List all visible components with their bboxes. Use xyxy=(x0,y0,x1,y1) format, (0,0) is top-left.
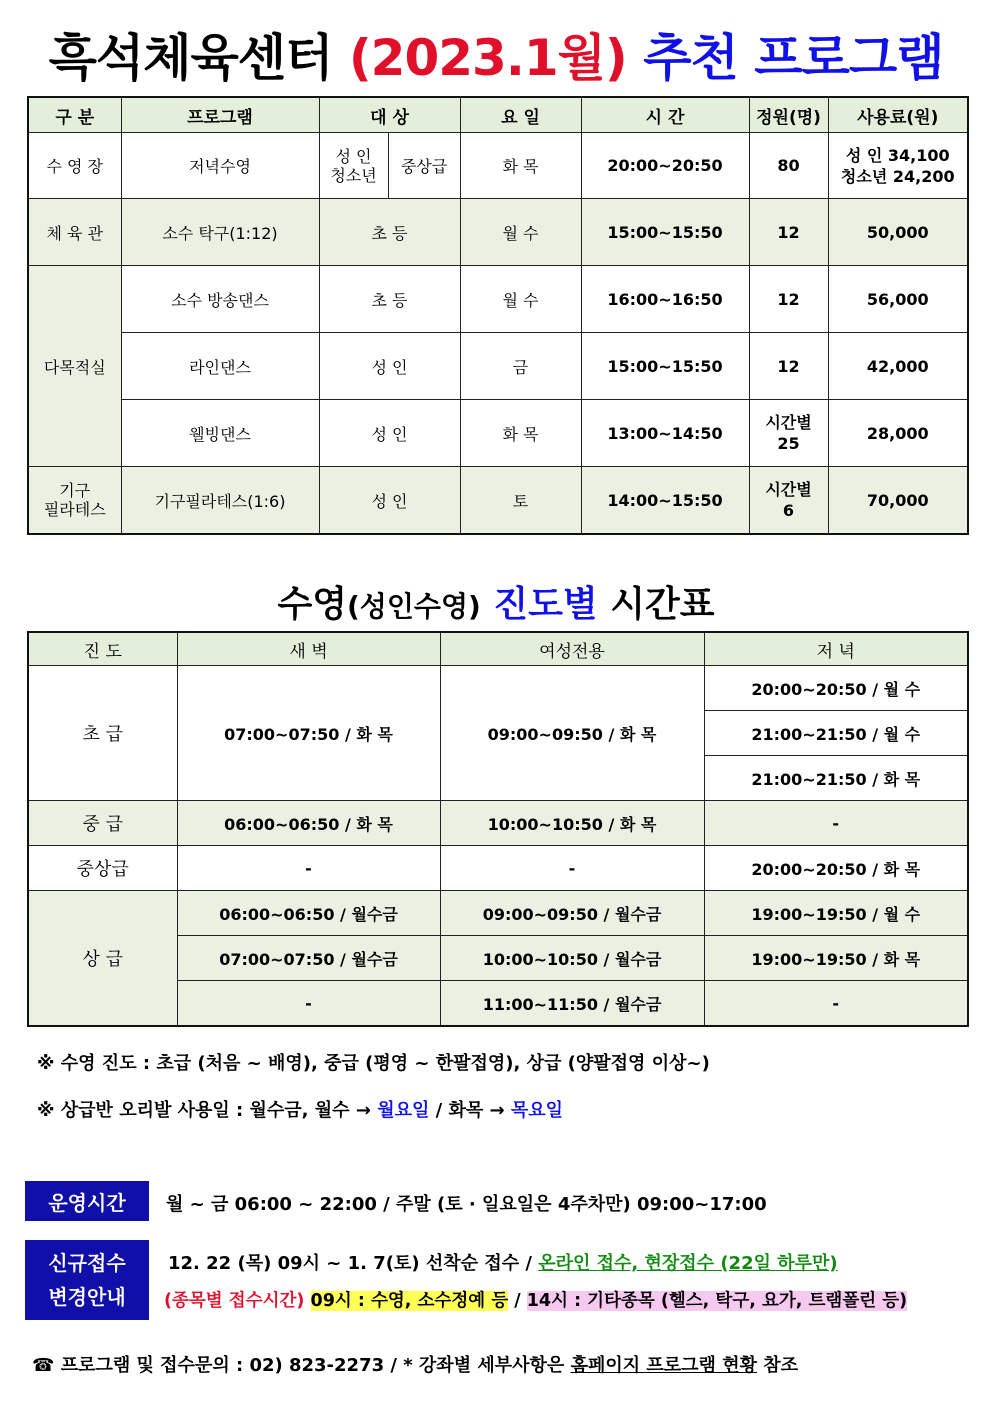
capacity-value: 6 xyxy=(782,501,795,520)
header-women: 여성전용 xyxy=(440,632,704,666)
contact-prefix: ☎ 프로그램 및 접수문의 : 02) 823-2273 / * 강좌별 세부사항은 xyxy=(32,1355,571,1376)
registration-separator: / xyxy=(508,1291,527,1311)
program-cell: 소수 탁구(1:12) xyxy=(121,199,319,266)
program-cell: 웰빙댄스 xyxy=(121,400,319,467)
contact-suffix: 참조 xyxy=(756,1355,799,1376)
program-cell: 라인댄스 xyxy=(121,333,319,400)
registration-label xyxy=(25,1240,149,1320)
fee-cell: 28,000 xyxy=(828,400,968,467)
women-cell: 09:00~09:50 / 월수금 xyxy=(440,891,704,936)
title-center-name: 흑석체육센터 xyxy=(48,29,333,87)
target-cell: 성 인 xyxy=(319,400,460,467)
subtitle-timetable: 시간표 xyxy=(610,584,715,625)
time-cell: 15:00~15:50 xyxy=(581,199,749,266)
table-row xyxy=(28,891,968,936)
fee-cell: 56,000 xyxy=(828,266,968,333)
fee-cell xyxy=(828,133,968,199)
evening-cell: 20:00~20:50 / 화 목 xyxy=(704,846,968,891)
table-row xyxy=(28,400,968,467)
category-cell: 체 육 관 xyxy=(28,199,121,266)
swim-schedule-table xyxy=(27,631,969,1027)
note-swim-levels: ※ 수영 진도 : 초급 (처음 ~ 배영), 중급 (평영 ~ 한팔접영), 상급 (양팔접영 이상~) xyxy=(37,1053,710,1074)
dawn-cell: 06:00~06:50 / 월수금 xyxy=(177,891,440,936)
homepage-link[interactable]: 홈페이지 프로그램 현황 xyxy=(570,1355,757,1376)
target-level: 중상급 xyxy=(400,157,448,176)
page-title xyxy=(0,18,992,90)
time-cell: 20:00~20:50 xyxy=(581,133,749,199)
header-time: 시 간 xyxy=(581,97,749,133)
evening-cell: 21:00~21:50 / 화 목 xyxy=(704,756,968,801)
header-evening: 저 녁 xyxy=(704,632,968,666)
program-table-header xyxy=(28,97,968,133)
note-fins xyxy=(37,1096,563,1122)
days-cell: 월 수 xyxy=(460,266,581,333)
fee-cell: 42,000 xyxy=(828,333,968,400)
note-fins-monday: 월요일 xyxy=(377,1100,430,1121)
header-level: 진 도 xyxy=(28,632,177,666)
women-cell: 11:00~11:50 / 월수금 xyxy=(440,981,704,1027)
program-cell: 저녁수영 xyxy=(121,133,319,199)
table-row xyxy=(28,333,968,400)
level-cell: 중 급 xyxy=(28,801,177,846)
contact-line xyxy=(32,1351,798,1377)
capacity-cell xyxy=(749,400,828,467)
target-cell: 초 등 xyxy=(319,199,460,266)
level-cell: 상 급 xyxy=(28,891,177,1027)
registration-line1 xyxy=(168,1249,838,1275)
evening-cell: 19:00~19:50 / 월 수 xyxy=(704,891,968,936)
evening-cell: - xyxy=(704,801,968,846)
days-cell: 금 xyxy=(460,333,581,400)
header-category: 구 분 xyxy=(28,97,121,133)
subtitle-by-level: 진도별 xyxy=(493,584,598,625)
time-cell: 16:00~16:50 xyxy=(581,266,749,333)
registration-time-swim: 09시 : 수영, 소수정예 등 xyxy=(310,1291,509,1311)
women-cell: 10:00~10:50 / 화 목 xyxy=(440,801,704,846)
evening-cell: 19:00~19:50 / 화 목 xyxy=(704,936,968,981)
capacity-cell: 12 xyxy=(749,266,828,333)
dawn-cell: 07:00~07:50 / 화 목 xyxy=(177,666,440,801)
capacity-label: 시간별 xyxy=(765,480,812,499)
dawn-cell: 07:00~07:50 / 월수금 xyxy=(177,936,440,981)
note-fins-thursday: 목요일 xyxy=(510,1100,564,1121)
days-cell: 월 수 xyxy=(460,199,581,266)
table-row xyxy=(28,467,968,535)
women-cell: - xyxy=(440,846,704,891)
level-cell: 초 급 xyxy=(28,666,177,801)
swim-schedule-title xyxy=(0,576,992,627)
table-row xyxy=(28,266,968,333)
registration-label-line1: 신규접수 xyxy=(48,1251,126,1275)
target-cell: 성 인 xyxy=(319,467,460,535)
capacity-value: 25 xyxy=(777,434,800,453)
registration-method: 온라인 접수, 현장접수 (22일 하루만) xyxy=(538,1253,838,1274)
target-adult: 성 인 xyxy=(335,146,372,166)
category-cell xyxy=(28,467,121,535)
target-cell: 초 등 xyxy=(319,266,460,333)
time-cell: 15:00~15:50 xyxy=(581,333,749,400)
days-cell: 화 목 xyxy=(460,133,581,199)
women-cell: 09:00~09:50 / 화 목 xyxy=(440,666,704,801)
days-cell: 토 xyxy=(460,467,581,535)
target-cell xyxy=(319,133,460,199)
evening-cell: 20:00~20:50 / 월 수 xyxy=(704,666,968,711)
header-target: 대 상 xyxy=(319,97,460,133)
table-row xyxy=(28,801,968,846)
fee-cell: 70,000 xyxy=(828,467,968,535)
note-fins-mid: / 화목 → xyxy=(429,1100,511,1121)
capacity-cell: 12 xyxy=(749,199,828,266)
dawn-cell: 06:00~06:50 / 화 목 xyxy=(177,801,440,846)
capacity-cell: 80 xyxy=(749,133,828,199)
header-capacity: 정원(명) xyxy=(749,97,828,133)
hours-text: 월 ~ 금 06:00 ~ 22:00 / 주말 (토 · 일요일은 4주차만) 09:00~17:00 xyxy=(166,1194,767,1215)
category-cell: 다목적실 xyxy=(28,266,121,467)
fee-adult: 성 인 34,100 xyxy=(845,145,950,165)
header-program: 프로그램 xyxy=(121,97,319,133)
evening-cell: 21:00~21:50 / 월 수 xyxy=(704,711,968,756)
registration-line2 xyxy=(164,1287,907,1312)
title-recommend: 추천 xyxy=(643,29,738,87)
time-cell: 14:00~15:50 xyxy=(581,467,749,535)
level-cell: 중상급 xyxy=(28,846,177,891)
header-fee: 사용료(원) xyxy=(828,97,968,133)
capacity-cell: 12 xyxy=(749,333,828,400)
program-cell: 소수 방송댄스 xyxy=(121,266,319,333)
fee-cell: 50,000 xyxy=(828,199,968,266)
table-row xyxy=(28,666,968,711)
category-line2: 필라테스 xyxy=(43,500,106,519)
registration-time-other: 14시 : 기타종목 (헬스, 탁구, 요가, 트램폴린 등) xyxy=(526,1291,908,1311)
dawn-cell: - xyxy=(177,981,440,1027)
header-dawn: 새 벽 xyxy=(177,632,440,666)
registration-time-label: (종목별 접수시간) xyxy=(164,1291,305,1311)
title-period: (2023.1월) xyxy=(348,29,627,87)
days-cell: 화 목 xyxy=(460,400,581,467)
subtitle-swim: 수영 xyxy=(277,584,347,625)
registration-period: 12. 22 (목) 09시 ~ 1. 7(토) 선착순 접수 / xyxy=(168,1253,539,1274)
capacity-cell xyxy=(749,467,828,535)
subtitle-adult: (성인수영) xyxy=(347,590,481,623)
fee-youth: 청소년 24,200 xyxy=(840,166,955,186)
time-cell: 13:00~14:50 xyxy=(581,400,749,467)
category-cell: 수 영 장 xyxy=(28,133,121,199)
table-row xyxy=(28,133,968,199)
target-youth: 청소년 xyxy=(330,165,377,185)
program-cell: 기구필라테스(1:6) xyxy=(121,467,319,535)
category-line1: 기구 xyxy=(59,481,91,500)
evening-cell: - xyxy=(704,981,968,1027)
swim-table-header xyxy=(28,632,968,666)
header-days: 요 일 xyxy=(460,97,581,133)
target-cell: 성 인 xyxy=(319,333,460,400)
note-fins-prefix: ※ 상급반 오리발 사용일 : 월수금, 월수 → xyxy=(37,1100,378,1121)
women-cell: 10:00~10:50 / 월수금 xyxy=(440,936,704,981)
registration-label-line2: 변경안내 xyxy=(48,1285,126,1309)
capacity-label: 시간별 xyxy=(765,413,812,432)
hours-label: 운영시간 xyxy=(25,1181,149,1221)
program-table xyxy=(27,96,969,535)
title-program: 프로그램 xyxy=(754,29,944,87)
dawn-cell: - xyxy=(177,846,440,891)
table-row xyxy=(28,199,968,266)
table-row xyxy=(28,846,968,891)
